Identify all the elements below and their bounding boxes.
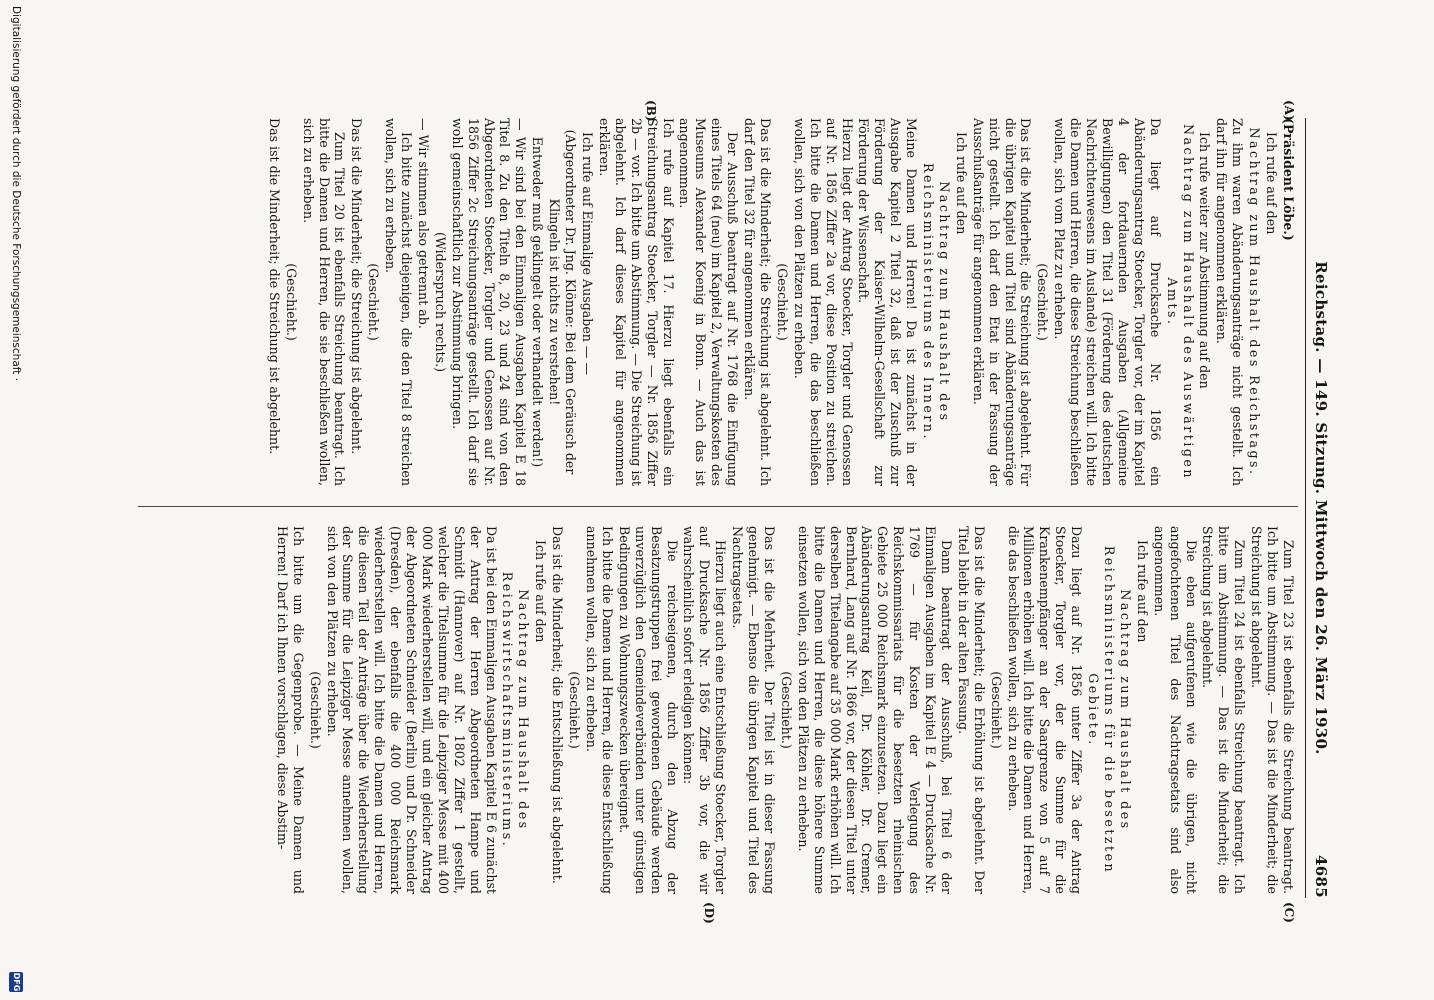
- paragraph: Ich rufe auf den: [953, 132, 969, 235]
- paragraph: (Widerspruch rechts.): [432, 231, 448, 373]
- right-column: [273, 526, 1296, 894]
- paragraph: Ich bitte zunächst diejenigen, die den Titel 8 streichen wollen, sich zu erheben.: [383, 118, 415, 486]
- paragraph: (Geschieht.): [1035, 263, 1051, 341]
- paragraph: (Geschieht.): [366, 263, 382, 341]
- margin-marker-c: (C): [1282, 902, 1296, 923]
- paragraph: Ich bitte um die Gegenprobe. — Meine Damen und Herren! Darf ich Ihnen vorschlagen, diese Abstim-: [274, 526, 306, 894]
- paragraph: Die eben aufgerufenen wie die übrigen, nicht angefochtenen Titel des Nachtragsetats sind also angenommen.: [1151, 526, 1199, 894]
- paragraph: Das ist die Minderheit; die Streichung ist abgelehnt.: [266, 118, 282, 455]
- paragraph: Nachtrag zum Haushalt des Reichswirtschaftsministeriums.: [500, 571, 532, 849]
- paragraph: (Geschieht.): [307, 671, 323, 749]
- paragraph: — Wir stimmen also getrennt ab.: [415, 118, 431, 329]
- left-column: [265, 118, 1296, 486]
- paragraph: Hierzu liegt der Antrag Stoecker, Torgler und Genossen auf Nr. 1856 Ziffer 2a vor, diese Position zu streichen. Ich bitte die Damen und Herren, die das beschließen wollen, sich von den Plätzen zu erheben.: [791, 118, 855, 486]
- paragraph: Nachtrag zum Haushalt des Reichsministeriums für die besetzten Gebiete.: [1086, 545, 1133, 875]
- paragraph: Zu ihm waren Abänderungsanträge nicht gestellt. Ich darf ihn für angenommen erklären.: [1214, 118, 1246, 486]
- paragraph: Ich bitte die Damen und Herren, die diese Entschließung annehmen wollen, sich zu erheben.: [584, 526, 615, 894]
- paragraph: Da liegt auf Drucksache Nr. 1856 ein Abänderungsantrag Stoecker, Torgler vor, der im Kapitel 4 der fortdauernden Ausgaben (Allgemeine Bewilligungen) den Titel 31 (Förderung des deutschen Nachrichtenwesens im Auslande) streichen will. Ich bitte die Damen und Herren, die diese Streichung beschließen wollen, sich vom Platz zu erheben.: [1052, 118, 1163, 486]
- paragraph: (Abgeordneter Dr. Jng. Klönne: Bei dem Geräusch der Klingeln ist nichts zu verstehen!: [547, 129, 579, 475]
- paragraph: Das ist die Minderheit; die Erhöhung ist abgelehnt. Der Titel bleibt in der alten Fassung.: [955, 526, 987, 894]
- paragraph: Nachtrag zum Haushalt des Auswärtigen Amts.: [1164, 124, 1196, 480]
- paragraph: Zum Titel 24 ist ebenfalls Streichung beantragt. Ich bitte um Abstimmung. — Das ist die Minderheit; die Streichung ist abgelehnt.: [1200, 526, 1248, 894]
- paragraph: Das ist die Mehrheit. Der Titel ist in dieser Fassung genehmigt. — Ebenso die übrigen Kapitel und Titel des Nachtragsetats.: [730, 526, 777, 894]
- paragraph: Das ist die Minderheit; die Streichung ist abgelehnt. Für die übrigen Kapitel und Titel sind Abänderungsanträge nicht gestellt. Ich darf den Etat in der Fassung der Ausschußanträge für angenommen erklären.: [970, 118, 1034, 486]
- paragraph: Ich rufe auf Einmalige Ausgaben — —: [580, 132, 596, 376]
- paragraph: Das ist die Minderheit; die Streichung ist abgelehnt. Ich darf den Titel 32 für angenommen erklären.: [742, 118, 773, 486]
- paragraph: Dann beantragt der Ausschuß, bei Titel 6 der Einmaligen Ausgaben im Kapitel E 4 — Drucksache Nr. 1769 — für Kosten der Verlegung des Reichskommissariats für die besetzten rheinischen Gebiete 25 000 Reichsmark einzusetzen. Dazu liegt ein Abänderungsantrag Keil, Dr. Köhler, Dr. Cremer, Bernhard, Lang auf Nr. 1866 vor, der diesen Titel unter derselben Titelangabe auf 35 000 Mark erhöhen will. Ich bitte die Damen und Herren, die diese höhere Summe einsetzen wollen, sich von den Plätzen zu erheben.: [795, 526, 954, 894]
- paragraph: Hierzu liegt auch eine Entschließung Stoecker, Torgler auf Drucksache Nr. 1856 Ziffer 3b vor, die wir wahrscheinlich sofort erledigen können:: [681, 526, 729, 894]
- paragraph: Die reichseigenen, durch den Abzug der Besatzungstruppen frei gewordenen Gebäude werden unverzüglich den Gemeindeverbänden unter günstigen Bedingungen zu Wohnungszwecken übereignet.: [616, 526, 680, 894]
- paragraph: Ich rufe weiter zur Abstimmung auf den: [1197, 132, 1213, 389]
- paragraph: Ich rufe auf den: [1264, 132, 1280, 235]
- page-number: 4685: [1312, 855, 1330, 898]
- paragraph: (Präsident Löbe.): [1281, 118, 1296, 241]
- paragraph: Ich rufe auf Kapitel 17. Hierzu liegt ebenfalls ein Streichungsantrag Stoecker, Torgler — Nr. 1856 Ziffer 2b — vor. Ich bitte um Abstimmung. — Die Streichung ist abgelehnt. Ich darf dieses Kapitel für angenommen erklären.: [596, 118, 676, 486]
- paragraph: Dazu liegt auf Nr. 1856 unter Ziffer 3a der Antrag Stoecker, Torgler vor, der die Summe für die Krankenempfänger an der Saargrenze von 5 auf 7 Millionen erhöhen will. Ich bitte die Damen und Herren, die das beschließen wollen, sich zu erheben.: [1005, 526, 1085, 894]
- paragraph: (Geschieht.): [778, 671, 794, 749]
- paragraph: (Geschieht.): [988, 671, 1004, 749]
- paragraph: Zum Titel 23 ist ebenfalls die Streichung beantragt. Ich bitte um Abstimmung. — Das ist die Minderheit; die Streichung ist abgelehnt.: [1249, 526, 1296, 894]
- margin-marker-d: (D): [702, 902, 716, 924]
- paragraph: Zum Titel 20 ist ebenfalls Streichung beantragt. Ich bitte die Damen und Herren, die sie beschließen wollen, sich zu erheben.: [300, 118, 348, 486]
- paragraph: Nachtrag zum Haushalt des Reichstags.: [1247, 127, 1263, 477]
- column-divider: [138, 506, 1298, 507]
- page-header: [1305, 118, 1330, 898]
- margin-marker-a: (A): [1282, 100, 1296, 121]
- paragraph: (Geschieht.): [567, 671, 583, 749]
- paragraph: Ich rufe auf den: [1134, 540, 1150, 643]
- header-title: Reichstag. — 149. Sitzung. Mittwoch den 26. März 1930.: [1312, 261, 1330, 755]
- paragraph: Das ist die Minderheit; die Entschließung ist abgelehnt.: [550, 526, 566, 884]
- dfg-logo-icon: DFG: [9, 972, 23, 992]
- paragraph: Das ist die Minderheit; die Streichung ist abgelehnt.: [349, 118, 365, 455]
- paragraph: — Wir sind bei den Einmaligen Ausgaben Kapitel E 18 Titel 8. Zu den Titeln 8, 20, 23 und 24 sind von den Abgeordneten Stoecker, Torgler und Genossen auf Nr. 1856 Ziffer 2c Streichungsanträge gestellt. Ich darf sie wohl gemeinschaftlich zur Abstimmung bringen.: [449, 118, 529, 486]
- paragraph: (Geschieht.): [283, 263, 299, 341]
- paragraph: Nachtrag zum Haushalt des Reichsministeriums des Innern.: [921, 162, 952, 441]
- digitization-footer: [4, 0, 26, 1000]
- footer-text: Digitalisierung gefördert durch die Deutsche Forschungsgemeinschaft ·: [10, 6, 22, 382]
- paragraph: Da ist bei den Einmaligen Ausgaben Kapitel E 6 zunächst der Antrag der Herren Abgeordneten Hampe und Schmidt (Hannover) auf Nr. 1802 Ziffer 1 gestellt, welcher die Titelsumme für die Leipziger Messe mit 400 000 Mark wiederherstellen will, und ein gleicher Antrag der Abgeordneten Schneider (Berlin) und Dr. Schneider (Dresden), der ebenfalls die 400 000 Reichsmark wiederherstellen will. Ich bitte die Damen und Herren, die diesen Teil der Anträge über die Wiederherstellung der Summe für die Leipziger Messe annehmen wollen, sich von den Plätzen zu erheben.: [324, 526, 499, 894]
- paragraph: Ich rufe auf den: [533, 540, 549, 643]
- margin-marker-b: (B): [644, 100, 658, 122]
- paragraph: Meine Damen und Herren! Da ist zunächst in der Ausgabe Kapitel 2 Titel 32, daß ist der Zuschuß zur Förderung der Kaiser-Wilhelm-Gesellschaft zur Förderung der Wissenschaft.: [856, 118, 920, 486]
- paragraph: (Geschieht.): [774, 263, 790, 341]
- paragraph: Der Ausschuß beantragt auf Nr. 1768 die Einfügung eines Titels 64 (neu) im Kapitel 2, Verwaltungskosten des Museums Alexander Koenig in Bonn. — Auch das ist angenommen.: [677, 118, 741, 486]
- paragraph: Entweder muß geklingelt oder verhandelt werden!): [530, 136, 546, 468]
